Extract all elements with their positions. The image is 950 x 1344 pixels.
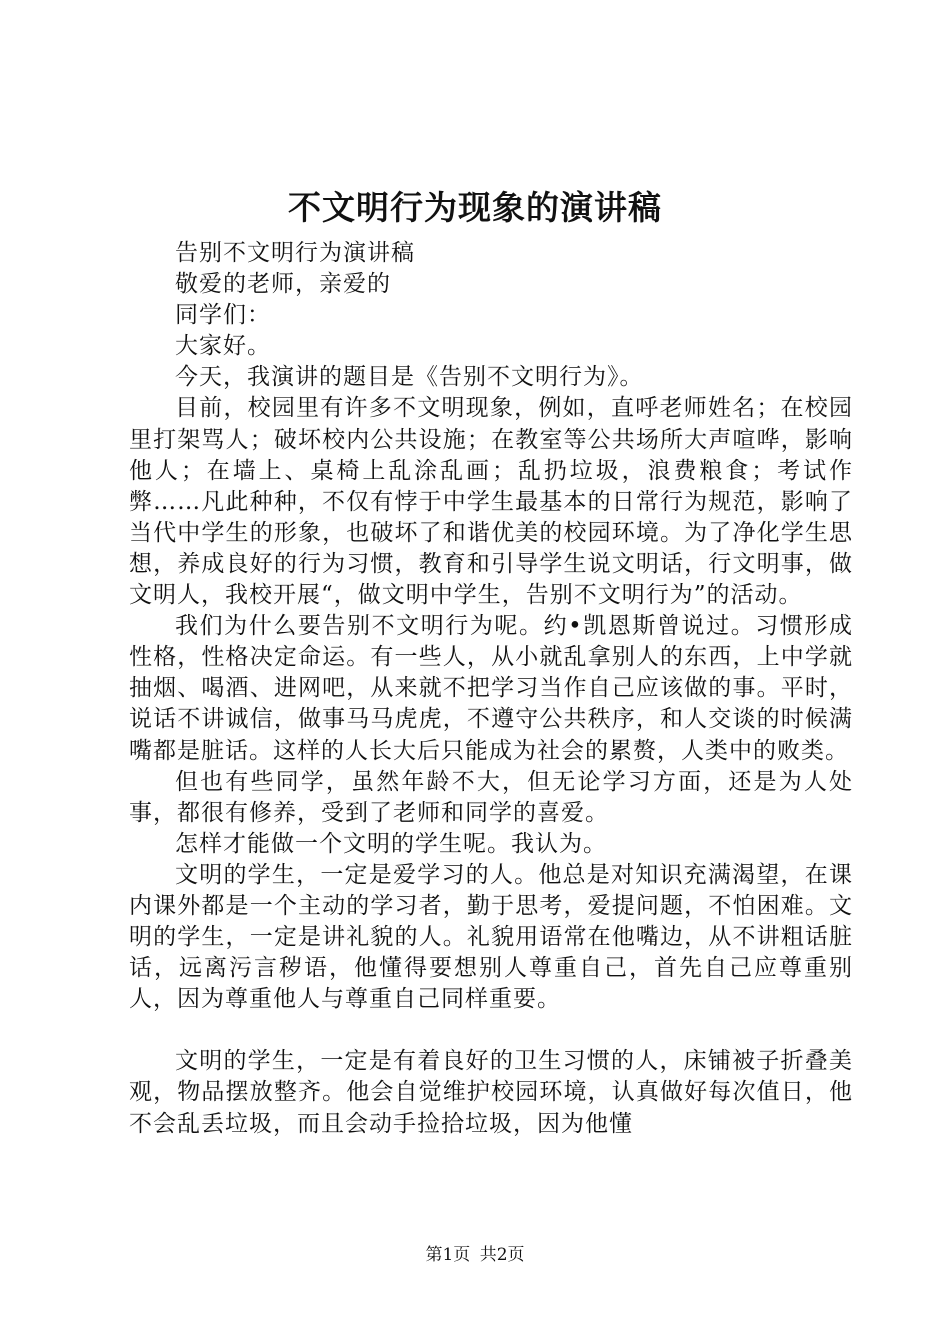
paragraph: 今天，我演讲的题目是《告别不文明行为》。: [175, 364, 644, 391]
paragraph: 敬爱的老师，亲爱的: [175, 271, 391, 298]
paragraph: 同学们：: [175, 302, 271, 329]
paragraph: 但也有些同学，虽然年龄不大，但无论学习方面，还是为人处事，都很有修养，受到了老师和同学的喜爱。: [129, 768, 853, 826]
paragraph: 怎样才能做一个文明的学生呢。我认为。: [175, 830, 607, 857]
page-number: 第1页: [425, 1245, 471, 1265]
paragraph: 告别不文明行为演讲稿: [175, 240, 415, 266]
paragraph: 文明的学生，一定是爱学习的人。他总是对知识充满渴望，在课内课外都是一个主动的学习者，勤于思考，爱提问题，不怕困难。文明的学生，一定是讲礼貌的人。礼貌用语常在他嘴边，从不讲粗话脏话，远离污言秽语，他懂得要想别人尊重自己，首先自己应尊重别人，因为尊重他人与尊重自己同样重要。: [129, 861, 853, 1013]
paragraph: 目前，校园里有许多不文明现象，例如，直呼老师姓名；在校园里打架骂人；破坏校内公共设施；在教室等公共场所大声喧哗，影响他人；在墙上、桌椅上乱涂乱画；乱扔垃圾，浪费粮食；考试作弊……凡此种种，不仅有悖于中学生最基本的日常行为规范，影响了当代中学生的形象，也破坏了和谐优美的校园环境。为了净化学生思想，养成良好的行为习惯，教育和引导学生说文明话，行文明事，做文明人，我校开展“，做文明中学生，告别不文明行为”的活动。: [129, 395, 853, 609]
document-title: 不文明行为现象的演讲稿: [288, 188, 662, 227]
document-body: [129, 238, 853, 1140]
paragraph: 大家好。: [175, 333, 271, 360]
paragraph: 我们为什么要告别不文明行为呢。约•凯恩斯曾说过。习惯形成性格，性格决定命运。有一些人，从小就乱拿别人的东西，上中学就抽烟、喝酒、进网吧，从来就不把学习当作自己应该做的事。平时，说话不讲诚信，做事马马虎虎，不遵守公共秩序，和人交谈的时候满嘴都是脏话。这样的人长大后只能成为社会的累赘，人类中的败类。: [129, 613, 853, 764]
paragraph: 文明的学生，一定是有着良好的卫生习惯的人，床铺被子折叠美观，物品摆放整齐。他会自觉维护校园环境，认真做好每次值日，他不会乱丢垃圾，而且会动手捡拾垃圾，因为他懂: [129, 1048, 853, 1137]
page-footer: [0, 1243, 950, 1267]
page-total: 共2页: [479, 1245, 525, 1265]
